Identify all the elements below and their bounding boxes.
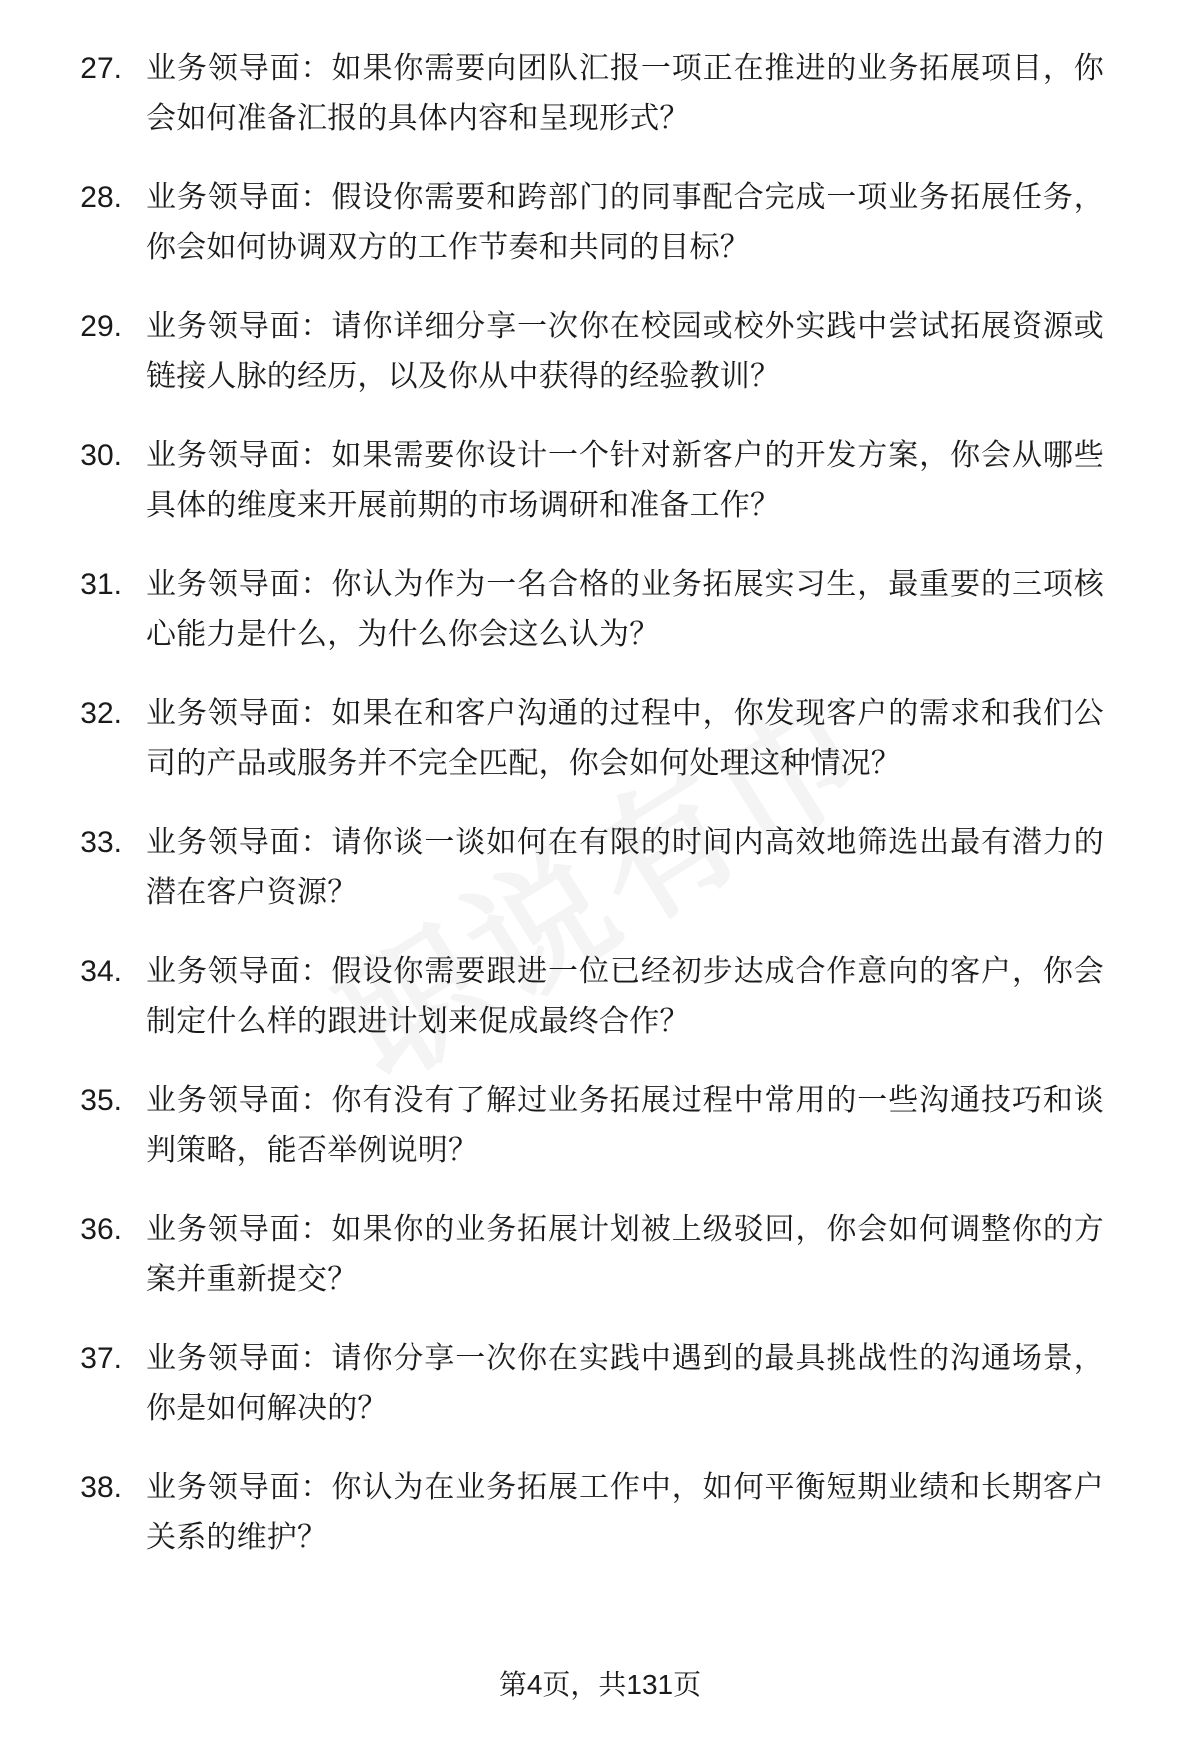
list-item-number: 33. bbox=[80, 826, 122, 859]
list-item bbox=[60, 1463, 1104, 1563]
list-item-text: 业务领导面：如果你的业务拓展计划被上级驳回，你会如何调整你的方案并重新提交？ bbox=[146, 1213, 1104, 1296]
page-footer: 第4页，共131页 bbox=[498, 1669, 702, 1700]
list-item-text: 业务领导面：如果需要你设计一个针对新客户的开发方案，你会从哪些具体的维度来开展前期的市场调研和准备工作？ bbox=[146, 439, 1104, 522]
list-item bbox=[60, 560, 1104, 660]
list-item bbox=[60, 44, 1104, 144]
list-item bbox=[60, 1205, 1104, 1305]
question-list bbox=[60, 44, 1104, 1563]
list-item bbox=[60, 947, 1104, 1047]
list-item-text: 业务领导面：请你分享一次你在实践中遇到的最具挑战性的沟通场景，你是如何解决的？ bbox=[146, 1342, 1104, 1425]
list-item-text: 业务领导面：如果在和客户沟通的过程中，你发现客户的需求和我们公司的产品或服务并不完全匹配，你会如何处理这种情况？ bbox=[146, 697, 1104, 780]
list-item-number: 38. bbox=[80, 1471, 122, 1504]
list-item-text: 业务领导面：假设你需要和跨部门的同事配合完成一项业务拓展任务，你会如何协调双方的工作节奏和共同的目标？ bbox=[146, 181, 1104, 264]
list-item-number: 35. bbox=[80, 1084, 122, 1117]
list-item-text: 业务领导面：假设你需要跟进一位已经初步达成合作意向的客户，你会制定什么样的跟进计划来促成最终合作？ bbox=[146, 955, 1104, 1038]
list-item-number: 31. bbox=[80, 568, 122, 601]
list-item-number: 27. bbox=[80, 52, 122, 85]
list-item-number: 32. bbox=[80, 697, 122, 730]
list-item-text: 业务领导面：如果你需要向团队汇报一项正在推进的业务拓展项目，你会如何准备汇报的具体内容和呈现形式？ bbox=[146, 52, 1104, 135]
list-item-number: 36. bbox=[80, 1213, 122, 1246]
list-item bbox=[60, 173, 1104, 273]
list-item-text: 业务领导面：你认为在业务拓展工作中，如何平衡短期业绩和长期客户关系的维护？ bbox=[146, 1471, 1104, 1554]
list-item-number: 28. bbox=[80, 181, 122, 214]
list-item-number: 34. bbox=[80, 955, 122, 988]
list-item bbox=[60, 302, 1104, 402]
list-item bbox=[60, 1076, 1104, 1176]
list-item-text: 业务领导面：请你详细分享一次你在校园或校外实践中尝试拓展资源或链接人脉的经历，以及你从中获得的经验教训？ bbox=[146, 310, 1104, 393]
list-item-text: 业务领导面：你认为作为一名合格的业务拓展实习生，最重要的三项核心能力是什么，为什么你会这么认为？ bbox=[146, 568, 1104, 651]
list-item-number: 37. bbox=[80, 1342, 122, 1375]
list-item bbox=[60, 431, 1104, 531]
list-item-number: 30. bbox=[80, 439, 122, 472]
list-item-text: 业务领导面：你有没有了解过业务拓展过程中常用的一些沟通技巧和谈判策略，能否举例说明？ bbox=[146, 1084, 1104, 1167]
list-item-number: 29. bbox=[80, 310, 122, 343]
list-item bbox=[60, 689, 1104, 789]
list-item bbox=[60, 818, 1104, 918]
list-item-text: 业务领导面：请你谈一谈如何在有限的时间内高效地筛选出最有潜力的潜在客户资源？ bbox=[146, 826, 1104, 909]
list-item bbox=[60, 1334, 1104, 1434]
